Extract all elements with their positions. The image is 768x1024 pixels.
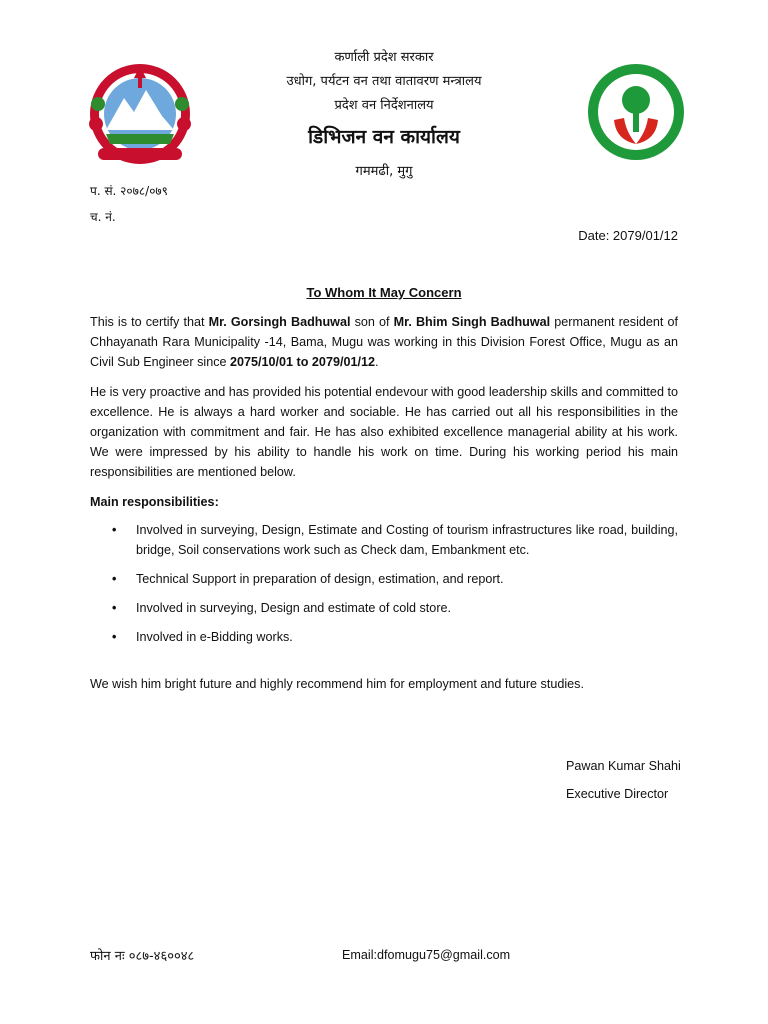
- responsibilities-list: [90, 520, 678, 647]
- letter-subject: To Whom It May Concern: [306, 285, 462, 300]
- list-item: • Technical Support in preparation of design, estimation, and report.: [112, 572, 504, 586]
- employee-name: Mr. Gorsingh Badhuwal: [208, 315, 351, 329]
- list-item: • Involved in e-Bidding works.: [112, 630, 293, 644]
- letterhead: [200, 46, 568, 184]
- office-location: गममढी, मुगु: [355, 164, 413, 179]
- certification-paragraph: This is to certify that Mr. Gorsingh Badhuwal son of Mr. Bhim Singh Badhuwal permanent resident of Chhayanath Rara Municipality -14, Bama, Mugu was working in this Division Forest Office, Mugu as an Civil Sub Engineer since 2075/10/01 to 2079/01/12.: [90, 315, 679, 369]
- father-name: Mr. Bhim Singh Badhuwal: [393, 315, 551, 329]
- forest-office-logo-icon: [586, 62, 686, 162]
- nepal-emblem-icon: [84, 60, 196, 172]
- letter-number: प. सं. २०७८/०७९: [90, 184, 168, 198]
- list-item: • Involved in surveying, Design and estimate of cold store.: [112, 601, 452, 615]
- directorate-name: प्रदेश वन निर्देशनालय: [334, 98, 434, 113]
- dispatch-number: च. नं.: [90, 210, 116, 224]
- signatory-name: Pawan Kumar Shahi: [566, 759, 681, 773]
- letter-body: [90, 312, 678, 656]
- service-period: 2075/10/01 to 2079/01/12: [230, 355, 375, 369]
- footer-phone: फोन नः ०८७-४६००४८: [90, 949, 195, 964]
- list-item: • Involved in surveying, Design, Estimate and Costing of tourism infrastructures like road, building, bridge, Soil conservations work such as Check dam, Embankment etc.: [112, 523, 678, 557]
- office-name: डिभिजन वन कार्यालय: [308, 126, 460, 148]
- performance-paragraph: He is very proactive and has provided his potential endevour with good leadership skills and committed to excellence. He is always a hard worker and sociable. He has carried out all his responsibilities in the organization with commitment and fair. He has also exhibited excellence managerial ability at his work. We were impressed by his ability to handle his work on time. During his working period his main responsibilities are mentioned below.: [90, 385, 678, 479]
- responsibilities-heading: Main responsibilities:: [90, 495, 219, 509]
- province-government: कर्णाली प्रदेश सरकार: [334, 50, 434, 65]
- footer-email: Email:dfomugu75@gmail.com: [342, 948, 511, 962]
- employee-address: Chhayanath Rara Municipality -14, Bama, Mugu: [90, 335, 364, 349]
- ministry-name: उधोग, पर्यटन वन तथा वातावरण मन्त्रालय: [286, 74, 482, 89]
- signatory-title: Executive Director: [566, 787, 669, 801]
- letter-date: Date: 2079/01/12: [578, 228, 678, 243]
- closing-remark: We wish him bright future and highly recommend him for employment and future studies.: [90, 677, 584, 691]
